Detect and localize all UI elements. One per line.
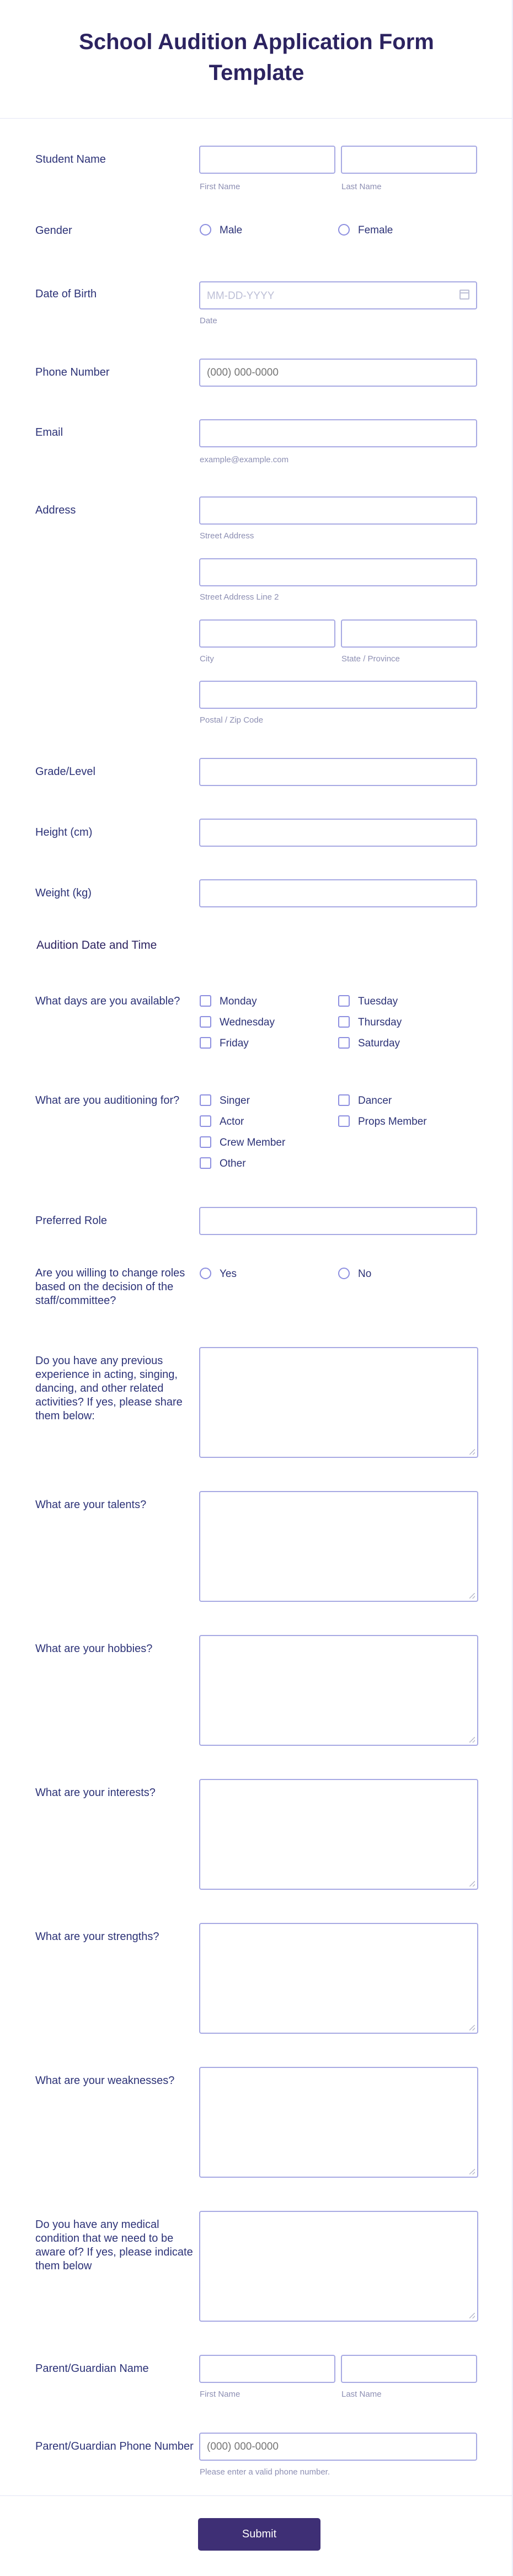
talents-label: What are your talents? bbox=[35, 1499, 147, 1511]
resize-handle-icon[interactable] bbox=[469, 1449, 475, 1455]
guardian-phone-input[interactable] bbox=[199, 2433, 477, 2461]
email-input[interactable] bbox=[199, 419, 477, 447]
form-title: School Audition Application Form Template bbox=[79, 30, 434, 85]
zip-sublabel: Postal / Zip Code bbox=[200, 715, 264, 725]
height-input[interactable] bbox=[199, 819, 477, 847]
willing-option-label: Yes bbox=[220, 1268, 237, 1280]
strengths-textarea[interactable] bbox=[199, 1923, 478, 2034]
first-name-sublabel: First Name bbox=[200, 2390, 241, 2399]
state-input[interactable] bbox=[341, 619, 477, 648]
audition-checkbox[interactable] bbox=[200, 1094, 211, 1106]
header-divider bbox=[0, 118, 512, 119]
day-option-label: Monday bbox=[220, 996, 257, 1007]
guardian-first-name-input[interactable] bbox=[199, 2355, 335, 2383]
willing-no-radio[interactable] bbox=[338, 1268, 350, 1279]
email-sublabel: example@example.com bbox=[200, 455, 289, 464]
audition-checkbox[interactable] bbox=[200, 1136, 211, 1148]
gender-option-label: Female bbox=[358, 225, 393, 236]
zip-input[interactable] bbox=[199, 681, 477, 709]
hobbies-label: What are your hobbies? bbox=[35, 1643, 153, 1655]
gender-label: Gender bbox=[35, 225, 72, 237]
medical-label: Do you have any medical condition that we need to be aware of? If yes, please indicate them below bbox=[35, 2219, 193, 2272]
audition-option-label: Actor bbox=[220, 1116, 244, 1127]
day-option-label: Tuesday bbox=[358, 996, 398, 1007]
email-label: Email bbox=[35, 426, 63, 439]
weight-label: Weight (kg) bbox=[35, 887, 92, 899]
audition-option-label: Dancer bbox=[358, 1095, 392, 1107]
weaknesses-textarea[interactable] bbox=[199, 2067, 478, 2178]
resize-handle-icon[interactable] bbox=[469, 1881, 475, 1886]
height-label: Height (cm) bbox=[35, 826, 93, 838]
gender-female-radio[interactable] bbox=[338, 224, 350, 236]
calendar-icon[interactable] bbox=[459, 290, 469, 300]
audition-option-label: Crew Member bbox=[220, 1137, 286, 1148]
experience-textarea[interactable] bbox=[199, 1347, 478, 1458]
audition-option-label: Other bbox=[220, 1158, 246, 1169]
state-sublabel: State / Province bbox=[341, 654, 400, 664]
resize-handle-icon[interactable] bbox=[469, 2025, 475, 2030]
day-checkbox[interactable] bbox=[338, 995, 350, 1007]
guardian-last-name-input[interactable] bbox=[341, 2355, 477, 2383]
willing-option-label: No bbox=[358, 1268, 372, 1280]
resize-handle-icon[interactable] bbox=[469, 2313, 475, 2318]
first-name-sublabel: First Name bbox=[200, 182, 241, 191]
hobbies-textarea[interactable] bbox=[199, 1635, 478, 1746]
audition-checkbox[interactable] bbox=[338, 1094, 350, 1106]
audition-checkbox[interactable] bbox=[200, 1115, 211, 1127]
day-option-label: Thursday bbox=[358, 1017, 402, 1028]
guardian-name-label: Parent/Guardian Name bbox=[35, 2363, 149, 2375]
day-option-label: Saturday bbox=[358, 1038, 400, 1049]
submit-button[interactable]: Submit bbox=[198, 2518, 320, 2551]
weight-input[interactable] bbox=[199, 879, 477, 907]
experience-label: Do you have any previous experience in acting, singing, dancing, and other related activities? If yes, please share them below: bbox=[35, 1355, 183, 1422]
auditioning-label: What are you auditioning for? bbox=[35, 1094, 180, 1107]
medical-textarea[interactable] bbox=[199, 2211, 478, 2322]
last-name-sublabel: Last Name bbox=[341, 182, 382, 191]
address-label: Address bbox=[35, 504, 76, 516]
interests-label: What are your interests? bbox=[35, 1787, 156, 1799]
last-name-sublabel: Last Name bbox=[341, 2390, 382, 2399]
phone-input[interactable] bbox=[199, 359, 477, 387]
audition-option-label: Props Member bbox=[358, 1116, 427, 1127]
street-address-sublabel: Street Address bbox=[200, 531, 254, 541]
days-label: What days are you available? bbox=[35, 995, 180, 1007]
gender-male-radio[interactable] bbox=[200, 224, 211, 236]
street-address-input[interactable] bbox=[199, 496, 477, 525]
grade-input[interactable] bbox=[199, 758, 477, 786]
dob-input[interactable] bbox=[199, 281, 477, 309]
audition-checkbox[interactable] bbox=[338, 1115, 350, 1127]
day-checkbox[interactable] bbox=[200, 1037, 211, 1049]
student-name-label: Student Name bbox=[35, 153, 106, 165]
strengths-label: What are your strengths? bbox=[35, 1931, 159, 1943]
day-option-label: Friday bbox=[220, 1038, 249, 1049]
day-checkbox[interactable] bbox=[338, 1016, 350, 1028]
student-first-name-input[interactable] bbox=[199, 146, 335, 174]
gender-option-label: Male bbox=[220, 225, 243, 236]
student-last-name-input[interactable] bbox=[341, 146, 477, 174]
day-checkbox[interactable] bbox=[338, 1037, 350, 1049]
grade-label: Grade/Level bbox=[35, 766, 95, 778]
day-checkbox[interactable] bbox=[200, 995, 211, 1007]
resize-handle-icon[interactable] bbox=[469, 2169, 475, 2174]
city-sublabel: City bbox=[200, 654, 214, 664]
weaknesses-label: What are your weaknesses? bbox=[35, 2075, 175, 2087]
dob-label: Date of Birth bbox=[35, 288, 97, 300]
talents-textarea[interactable] bbox=[199, 1491, 478, 1602]
resize-handle-icon[interactable] bbox=[469, 1593, 475, 1599]
day-checkbox[interactable] bbox=[200, 1016, 211, 1028]
street-address-2-input[interactable] bbox=[199, 558, 477, 586]
preferred-role-input[interactable] bbox=[199, 1207, 477, 1235]
day-option-label: Wednesday bbox=[220, 1017, 275, 1028]
dob-placeholder: MM-DD-YYYY bbox=[207, 290, 275, 302]
footer-divider bbox=[0, 2495, 512, 2496]
interests-textarea[interactable] bbox=[199, 1779, 478, 1890]
phone-label: Phone Number bbox=[35, 366, 110, 378]
city-input[interactable] bbox=[199, 619, 335, 648]
section-title: Audition Date and Time bbox=[36, 939, 157, 952]
preferred-role-label: Preferred Role bbox=[35, 1215, 108, 1227]
guardian-phone-hint: Please enter a valid phone number. bbox=[200, 2467, 330, 2477]
guardian-phone-label: Parent/Guardian Phone Number bbox=[35, 2440, 194, 2452]
resize-handle-icon[interactable] bbox=[469, 1737, 475, 1743]
audition-checkbox[interactable] bbox=[200, 1157, 211, 1169]
audition-option-label: Singer bbox=[220, 1095, 250, 1107]
street-address-2-sublabel: Street Address Line 2 bbox=[200, 592, 279, 602]
willing-label: Are you willing to change roles based on the decision of the staff/committee? bbox=[35, 1267, 185, 1307]
willing-yes-radio[interactable] bbox=[200, 1268, 211, 1279]
dob-sublabel: Date bbox=[200, 316, 217, 325]
